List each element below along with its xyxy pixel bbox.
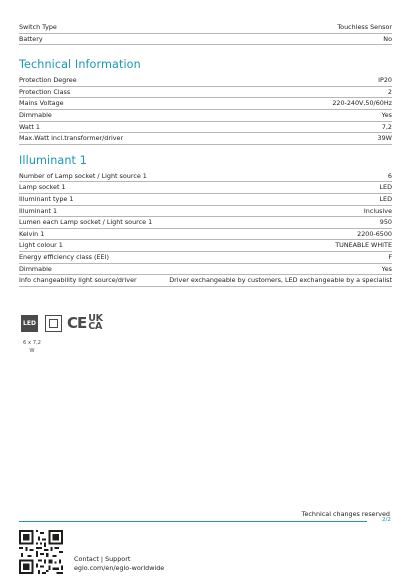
row-value: Yes (381, 264, 392, 273)
row-value: IP20 (378, 76, 392, 85)
row-label: Mains Voltage (19, 99, 64, 108)
spec-sheet (19, 22, 392, 287)
table-row (19, 22, 392, 34)
row-label: Number of Lamp socket / Light source 1 (19, 171, 147, 180)
protection-class-2-icon (45, 315, 62, 332)
row-value: F (388, 252, 392, 261)
row-value: TUNEABLE WHITE (335, 241, 392, 250)
technical-table (19, 75, 392, 145)
table-row (19, 252, 392, 264)
footer-divider (19, 521, 367, 522)
inner-square (49, 319, 58, 328)
illuminant-heading: Illuminant 1 (19, 153, 87, 167)
ukca-mark-icon (88, 315, 102, 331)
page-number: 2/2 (381, 517, 391, 523)
table-row (19, 87, 392, 99)
row-value: Driver exchangeable by customers, LED exchangeable by a specialist (169, 276, 392, 285)
contact-url-link[interactable]: eglo.com/en/eglo-worldwide (74, 564, 165, 572)
row-label: Max.Watt incl.transformer/driver (19, 134, 124, 143)
qr-code-icon (19, 530, 63, 574)
row-label: Lumen each Lamp socket / Light source 1 (19, 218, 153, 227)
row-value: 950 (379, 218, 392, 227)
row-value: 2 (387, 87, 392, 96)
row-value: Inclusive (363, 206, 392, 215)
table-row (19, 98, 392, 110)
table-row (19, 171, 392, 183)
illuminant-table (19, 171, 392, 287)
row-label: Lamp socket 1 (19, 183, 66, 192)
contact-support-label: Contact | Support (74, 555, 131, 563)
general-table (19, 22, 392, 45)
ce-mark-icon: CE (67, 313, 87, 332)
table-row (19, 217, 392, 229)
table-row (19, 275, 392, 287)
table-row (19, 133, 392, 145)
watt-line-2: W (29, 348, 35, 354)
row-label: Watt 1 (19, 122, 40, 131)
row-label: Switch Type (19, 23, 57, 31)
certification-icons (21, 312, 103, 334)
led-icon: LED (21, 315, 38, 332)
row-value: Touchless Sensor (337, 23, 392, 31)
row-label: Kelvin 1 (19, 229, 45, 238)
row-label: Energy efficiency class (EEI) (19, 252, 109, 261)
row-label: Info changeability light source/driver (19, 276, 137, 285)
table-row (19, 110, 392, 122)
row-value: 39W (377, 134, 392, 143)
row-label: Dimmable (19, 264, 52, 273)
row-label: Battery (19, 34, 43, 43)
table-row (19, 122, 392, 134)
table-row (19, 229, 392, 241)
contact-block (74, 555, 164, 573)
row-label: Protection Class (19, 87, 71, 96)
row-value: 7,2 (381, 122, 392, 131)
table-row (19, 182, 392, 194)
technical-changes-note: Technical changes reserved (301, 510, 390, 518)
row-value: No (383, 34, 392, 43)
row-value: Yes (381, 110, 392, 119)
ukca-top: UK (88, 313, 103, 324)
table-row (19, 75, 392, 87)
row-label: Illuminant 1 (19, 206, 58, 215)
ukca-bottom: CA (88, 321, 102, 332)
table-row (19, 206, 392, 218)
table-row (19, 194, 392, 206)
row-value: LED (379, 183, 392, 192)
row-value: 220-240V,50/60Hz (332, 99, 392, 108)
row-value: 2200-6500 (357, 229, 392, 238)
watt-line-1: 6 x 7,2 (23, 340, 41, 346)
row-label: Illuminant type 1 (19, 194, 74, 203)
row-value: LED (379, 194, 392, 203)
table-row (19, 264, 392, 276)
table-row (19, 240, 392, 252)
led-watt-note (20, 339, 44, 355)
row-label: Protection Degree (19, 76, 77, 85)
row-value: 6 (387, 171, 392, 180)
row-label: Light colour 1 (19, 241, 63, 250)
table-row (19, 34, 392, 46)
row-label: Dimmable (19, 110, 52, 119)
technical-information-heading: Technical Information (19, 58, 141, 72)
